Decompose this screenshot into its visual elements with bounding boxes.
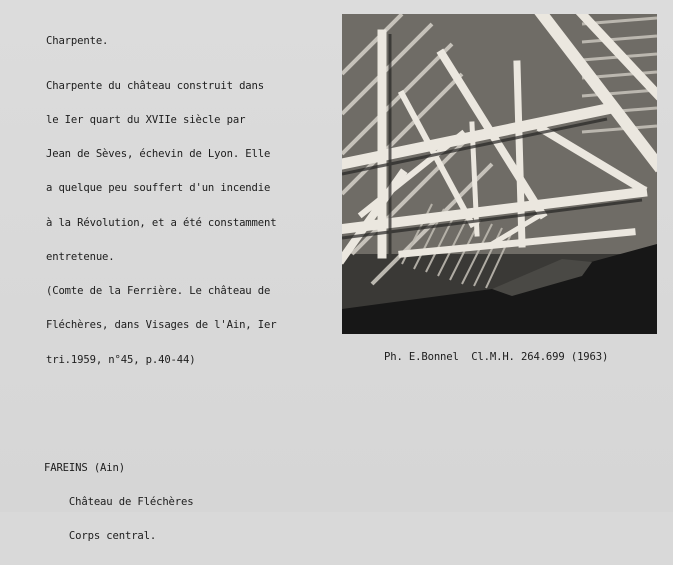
card-description [46,58,276,389]
description-line: (Comte de la Ferrière. Le château de [46,285,271,298]
description-line: à la Révolution, et a été constamment [46,216,277,229]
timber-frame-illustration [342,14,657,334]
location-line: Château de Fléchères [44,496,194,509]
description-line: Charpente du château construit dans [46,79,264,92]
description-line: Jean de Sèves, échevin de Lyon. Elle [46,148,271,161]
location-line: Corps central. [44,530,157,543]
description-line: entretenue. [46,250,115,263]
description-line: tri.1959, n°45, p.40-44) [46,353,196,366]
description-line: a quelque peu souffert d'un incendie [46,182,271,195]
location-line: FAREINS (Ain) [44,461,125,474]
card-heading: Charpente. [46,35,109,47]
description-line: Fléchères, dans Visages de l'Ain, Ier [46,319,277,332]
location-caption [44,440,193,565]
description-line: le Ier quart du XVIIe siècle par [46,114,246,127]
roof-timber-photo [342,14,657,334]
photo-credit: Ph. E.Bonnel Cl.M.H. 264.699 (1963) [384,351,609,363]
